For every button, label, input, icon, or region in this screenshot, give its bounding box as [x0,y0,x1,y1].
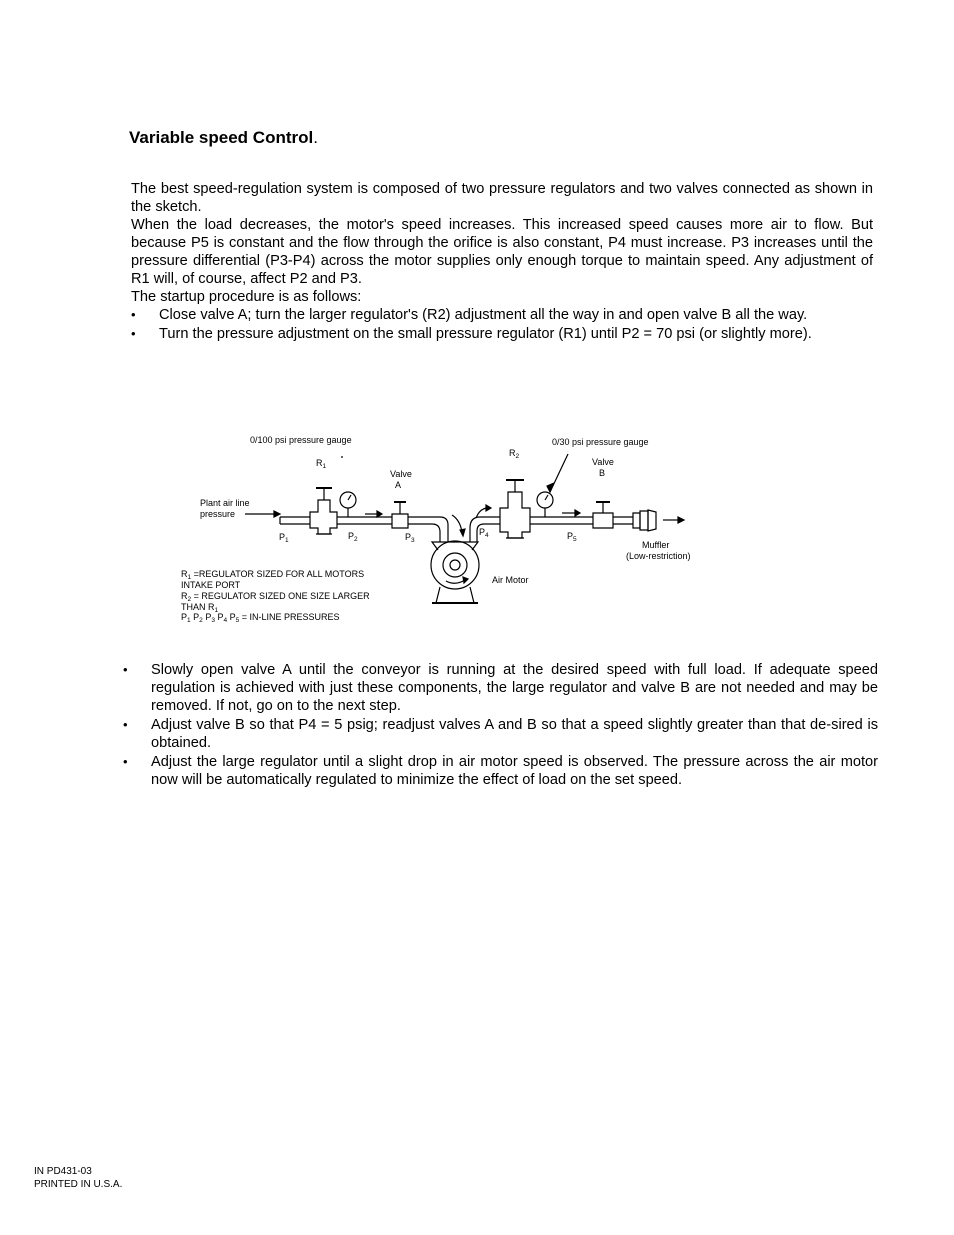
bullet-icon: • [123,754,128,769]
muffler-note: (Low-restriction) [626,551,691,561]
legend-line-2: INTAKE PORT [181,580,241,590]
startup-steps-list [131,306,873,344]
list-item [131,306,873,324]
list-item-text: Turn the pressure adjustment on the small pressure regulator (R1) until P2 = 70 psi (or slightly more). [159,326,812,342]
section-heading [129,128,318,148]
heading-title: Variable speed Control [129,128,314,147]
list-item-text: Slowly open valve A until the conveyor is running at the desired speed with full load. If adequate speed regulation is achieved with just these components, the large regulator and valve B are not needed and may be removed. If not, go on to the next step. [151,662,878,714]
startup-paragraph: The startup procedure is as follows: [131,289,362,305]
list-item [131,325,873,343]
document-id: IN PD431-03 [34,1166,92,1177]
plant-air-line-label: Plant air line [200,498,250,508]
r2-label: $R_2$ [509,448,520,460]
bullet-icon: • [131,326,136,341]
legend-line-3: $R_2$ = REGULATOR SIZED ONE SIZE LARGER [181,591,370,603]
gauge-1-label: 0/100 psi pressure gauge [250,435,352,445]
gauge-2-label: 0/30 psi pressure gauge [552,437,649,447]
p3-label: $P_3$ [405,532,415,544]
bullet-icon: • [131,307,136,322]
air-motor-diagram [170,420,710,635]
legend-line-4: THAN $R_1$ [181,602,219,614]
muffler-label: Muffler [642,540,670,550]
p5-label: $P_5$ [567,531,577,543]
list-item-text: Adjust valve B so that P4 = 5 psig; readjust valves A and B so that a speed slightly greater than that de-sired is obtained. [151,717,878,751]
load-paragraph: When the load decreases, the motor's speed increases. This increased speed causes more air to flow. But because P5 is constant and the flow through the orifice is also constant, P4 must increase. P3 increases until the pressure differential (P3-P4) across the motor supplies only enough torque to maintain speed. Any adjustment of R1 will, of course, affect P2 and P3. [131,217,873,287]
bullet-icon: • [123,662,128,677]
legend-line-5: $P_1$ $P_2$ $P_3$ $P_4$ $P_5$ = IN-LINE PRESSURES [181,612,340,624]
list-item [123,661,878,715]
valve-a-letter: A [395,480,402,490]
printed-notice: PRINTED IN U.S.A. [34,1179,123,1190]
list-item-text: Close valve A; turn the larger regulator's (R2) adjustment all the way in and open valve B all the way. [159,307,808,323]
r1-label: $R_1$ [316,458,327,470]
adjustment-steps-list [123,661,878,790]
list-item [123,716,878,752]
p1-label: $P_1$ [279,532,289,544]
valve-b-word: Valve [592,457,614,467]
list-item-text: Adjust the large regulator until a slight drop in air motor speed is observed. The pressure across the air motor now will be automatically regulated to minimize the effect of load on the set speed. [151,754,878,788]
valve-a-word: Valve [390,469,412,479]
p4-label: $P_4$ [479,527,489,539]
list-item [123,753,878,789]
intro-paragraph: The best speed-regulation system is composed of two pressure regulators and two valves connected as shown in the sketch. [131,181,873,215]
bullet-icon: • [123,717,128,732]
valve-b-letter: B [599,468,606,478]
heading-period: . [313,128,318,147]
page-footer [34,1165,122,1191]
p2-label: $P_2$ [348,531,358,543]
plant-air-pressure-label: pressure [200,509,236,519]
legend-line-1: $R_1$ =REGULATOR SIZED FOR ALL MOTORS [181,569,365,581]
air-motor-label: Air Motor [492,575,529,585]
